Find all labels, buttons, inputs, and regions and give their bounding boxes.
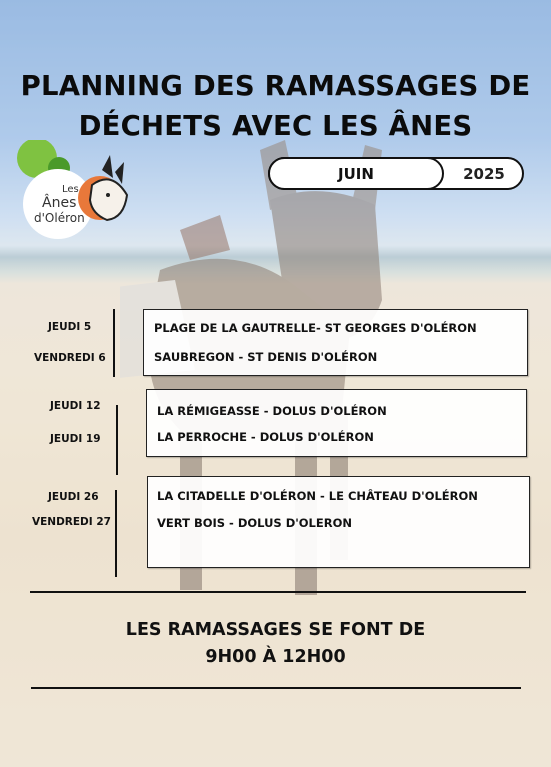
divider-bottom [31,687,521,689]
date-label: JEUDI 5 [48,321,92,333]
location-card [146,389,527,457]
date-label: VENDREDI 6 [34,352,106,364]
page-title [0,66,551,146]
timeline-bar [116,405,118,475]
footer-line-1: LES RAMASSAGES SE FONT DE [125,620,426,640]
timeline-bar [115,490,117,577]
divider-top [30,591,526,593]
date-label: VENDREDI 27 [32,516,111,528]
location-card [143,309,528,376]
footer-line-2: 9H00 À 12H00 [205,647,346,667]
location-label: PLAGE DE LA GAUTRELLE- ST GEORGES D'OLÉRON [154,321,477,335]
les-anes-doleron-logo [12,140,137,240]
logo-text-1: Les [62,184,79,195]
location-label: LA PERROCHE - DOLUS D'OLÉRON [157,430,374,444]
date-label: JEUDI 26 [48,491,99,503]
location-label: LA RÉMIGEASSE - DOLUS D'OLÉRON [157,404,387,418]
title-line-2: DÉCHETS AVEC LES ÂNES [78,110,473,142]
location-label: SAUBREGON - ST DENIS D'OLÉRON [154,350,378,364]
timeline-bar [113,309,115,377]
footer-note [0,617,551,671]
date-label: JEUDI 12 [50,400,101,412]
month-year-selector [268,157,524,190]
title-line-1: PLANNING DES RAMASSAGES DE [20,70,531,102]
logo-text-3: d'Oléron [34,211,85,225]
year-label: 2025 [463,164,505,183]
date-label: JEUDI 19 [50,433,101,445]
location-label: LA CITADELLE D'OLÉRON - LE CHÂTEAU D'OLÉRON [157,489,478,503]
logo-text-2: Ânes [42,195,77,211]
location-label: VERT BOIS - DOLUS D'OLERON [157,516,352,530]
month-label: JUIN [268,157,444,190]
